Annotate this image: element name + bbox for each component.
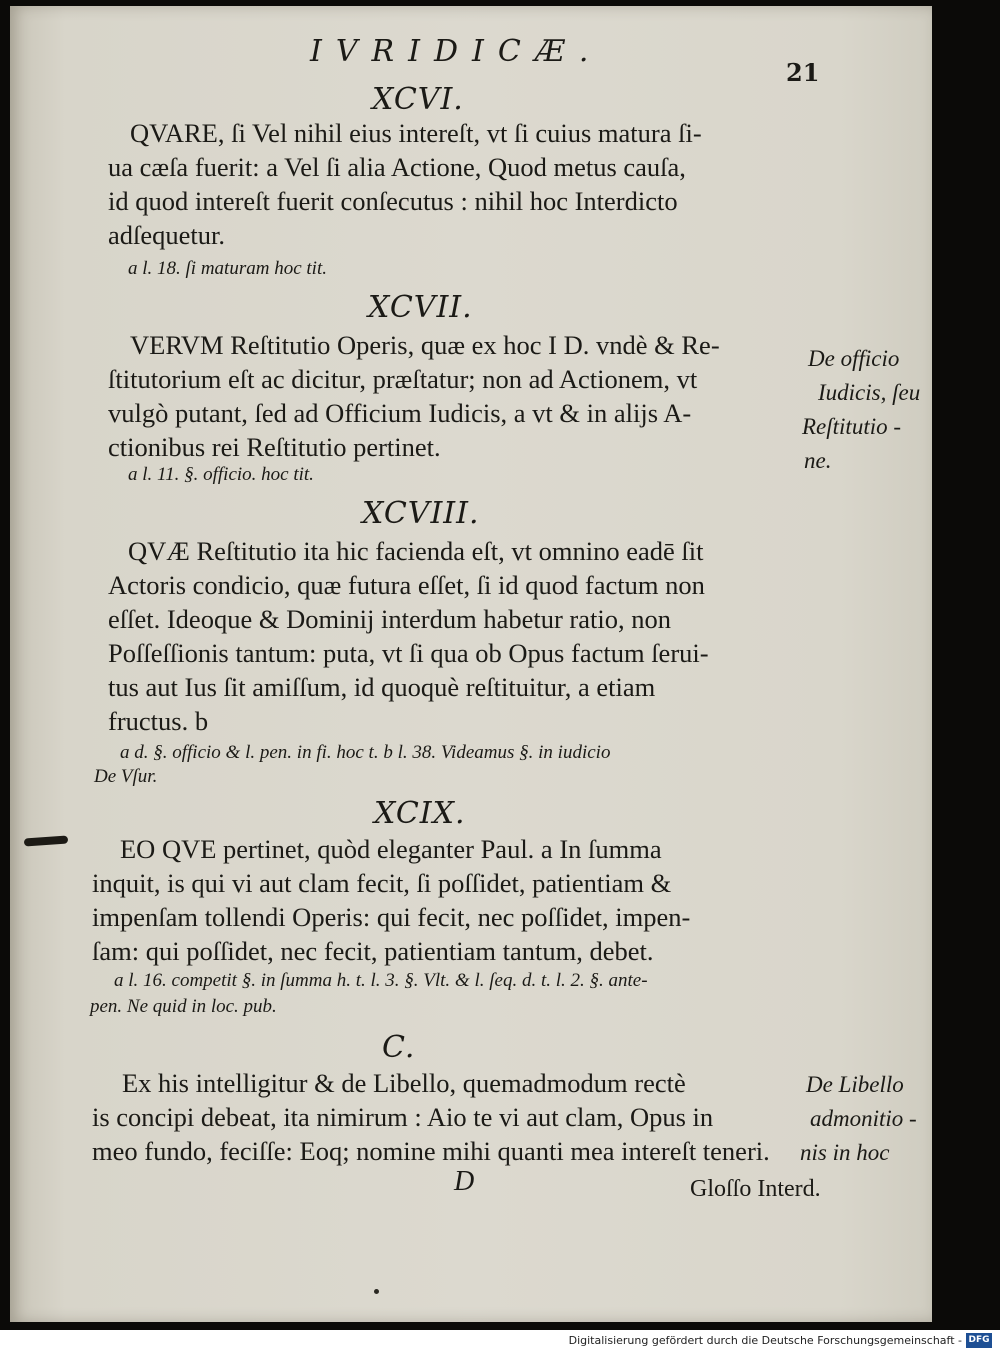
body-line: fructus. b (108, 706, 209, 736)
margin-note: nis in hoc (800, 1140, 890, 1165)
body-line: meo fundo, feciſſe: Eoq; nomine mihi quanti mea intereſt teneri. (92, 1136, 770, 1166)
footnote: a d. §. officio & l. pen. in fi. hoc t. b l. 38. Videamus §. in iudicio (120, 742, 611, 763)
margin-note: De Libello (806, 1072, 904, 1097)
body-line: ſtitutorium eſt ac dicitur, præſtatur; non ad Actionem, vt (108, 364, 698, 394)
body-line: vulgò putant, ſed ad Officium Iudicis, a vt & in alijs A- (108, 398, 692, 428)
footer-credit: Digitalisierung gefördert durch die Deutsche Forschungsgemeinschaft - (568, 1334, 962, 1347)
footnote: De Vſur. (94, 766, 158, 787)
body-line: ſam: qui poſſidet, nec fecit, patientiam tantum, debet. (92, 936, 654, 966)
body-line: tus aut Ius ſit amiſſum, id quoquè reſtituitur, a etiam (108, 672, 656, 702)
body-line: id quod intereſt fuerit conſecutus : nihil hoc Interdicto (108, 186, 678, 216)
section-numeral: XCVI. (372, 82, 464, 117)
body-line: EO QVE pertinet, quòd eleganter Paul. a In ſumma (120, 834, 662, 864)
body-line: VERVM Reſtitutio Operis, quæ ex hoc I D. vndè & Re- (130, 330, 720, 360)
margin-note: ne. (804, 448, 832, 473)
body-line: impenſam tollendi Operis: qui fecit, nec poſſidet, impen- (92, 902, 691, 932)
page-number: 21 (786, 58, 820, 87)
book-page (10, 6, 932, 1322)
margin-note: admonitio - (810, 1106, 917, 1131)
section-numeral: XCVII. (368, 290, 473, 325)
footnote: a l. 11. §. officio. hoc tit. (128, 464, 314, 485)
signature-mark: D (454, 1166, 475, 1197)
body-line: Ex his intelligitur & de Libello, quemadmodum rectè (122, 1068, 686, 1098)
body-line: ctionibus rei Reſtitutio pertinet. (108, 432, 441, 462)
footnote: pen. Ne quid in loc. pub. (90, 996, 277, 1017)
running-head: IVRIDICÆ. (310, 34, 603, 69)
catchword: Gloſſo Interd. (690, 1176, 821, 1202)
margin-note: Iudicis, ſeu (818, 380, 921, 405)
body-line: Poſſeſſionis tantum: puta, vt ſi qua ob Opus factum ſerui- (108, 638, 709, 668)
section-numeral: C. (382, 1030, 416, 1065)
footnote: a l. 18. ſi maturam hoc tit. (128, 258, 327, 279)
body-line: eſſet. Ideoque & Dominij interdum habetur ratio, non (108, 604, 671, 634)
body-line: QVÆ Reſtitutio ita hic facienda eſt, vt omnino eadē ſit (128, 536, 704, 566)
footer-bar (0, 1330, 1000, 1355)
body-line: adſequetur. (108, 220, 225, 250)
body-line: is concipi debeat, ita nimirum : Aio te vi aut clam, Opus in (92, 1102, 714, 1132)
ink-speck (374, 1289, 379, 1294)
body-line: inquit, is qui vi aut clam fecit, ſi poſſidet, patientiam & (92, 868, 672, 898)
margin-note: Reſtitutio - (802, 414, 902, 439)
body-line: QVARE, ſi Vel nihil eius intereſt, vt ſi cuius matura ſi- (130, 118, 702, 148)
section-numeral: XCVIII. (362, 496, 480, 531)
body-line: Actoris condicio, quæ futura eſſet, ſi id quod factum non (108, 570, 705, 600)
footnote: a l. 16. competit §. in ſumma h. t. l. 3. §. Vlt. & l. ſeq. d. t. l. 2. §. ante- (114, 970, 648, 991)
dfg-logo-icon: DFG (966, 1333, 992, 1348)
margin-note: De officio (808, 346, 900, 371)
section-numeral: XCIX. (374, 796, 466, 831)
body-line: ua cæſa fuerit: a Vel ſi alia Actione, Quod metus cauſa, (108, 152, 686, 182)
